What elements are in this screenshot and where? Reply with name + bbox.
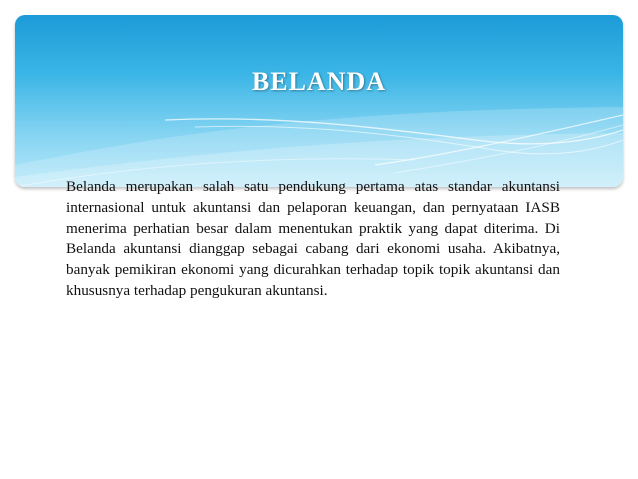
title-banner [15, 15, 623, 187]
wave-decoration [15, 15, 623, 187]
body-paragraph: Belanda merupakan salah satu pendukung pertama atas standar akuntansi internasional untuk akuntansi dan pelaporan keuangan, dan pernyataan IASB menerima perhatian besar dalam menentukan praktik yang dapat diterima. Di Belanda akuntansi dianggap sebagai cabang dari ekonomi usaha. Akibatnya, banyak pemikiran ekonomi yang dicurahkan terhadap topik topik akuntansi dan khususnya terhadap pengukuran akuntansi. [66, 178, 560, 299]
slide-title: BELANDA [251, 67, 387, 96]
